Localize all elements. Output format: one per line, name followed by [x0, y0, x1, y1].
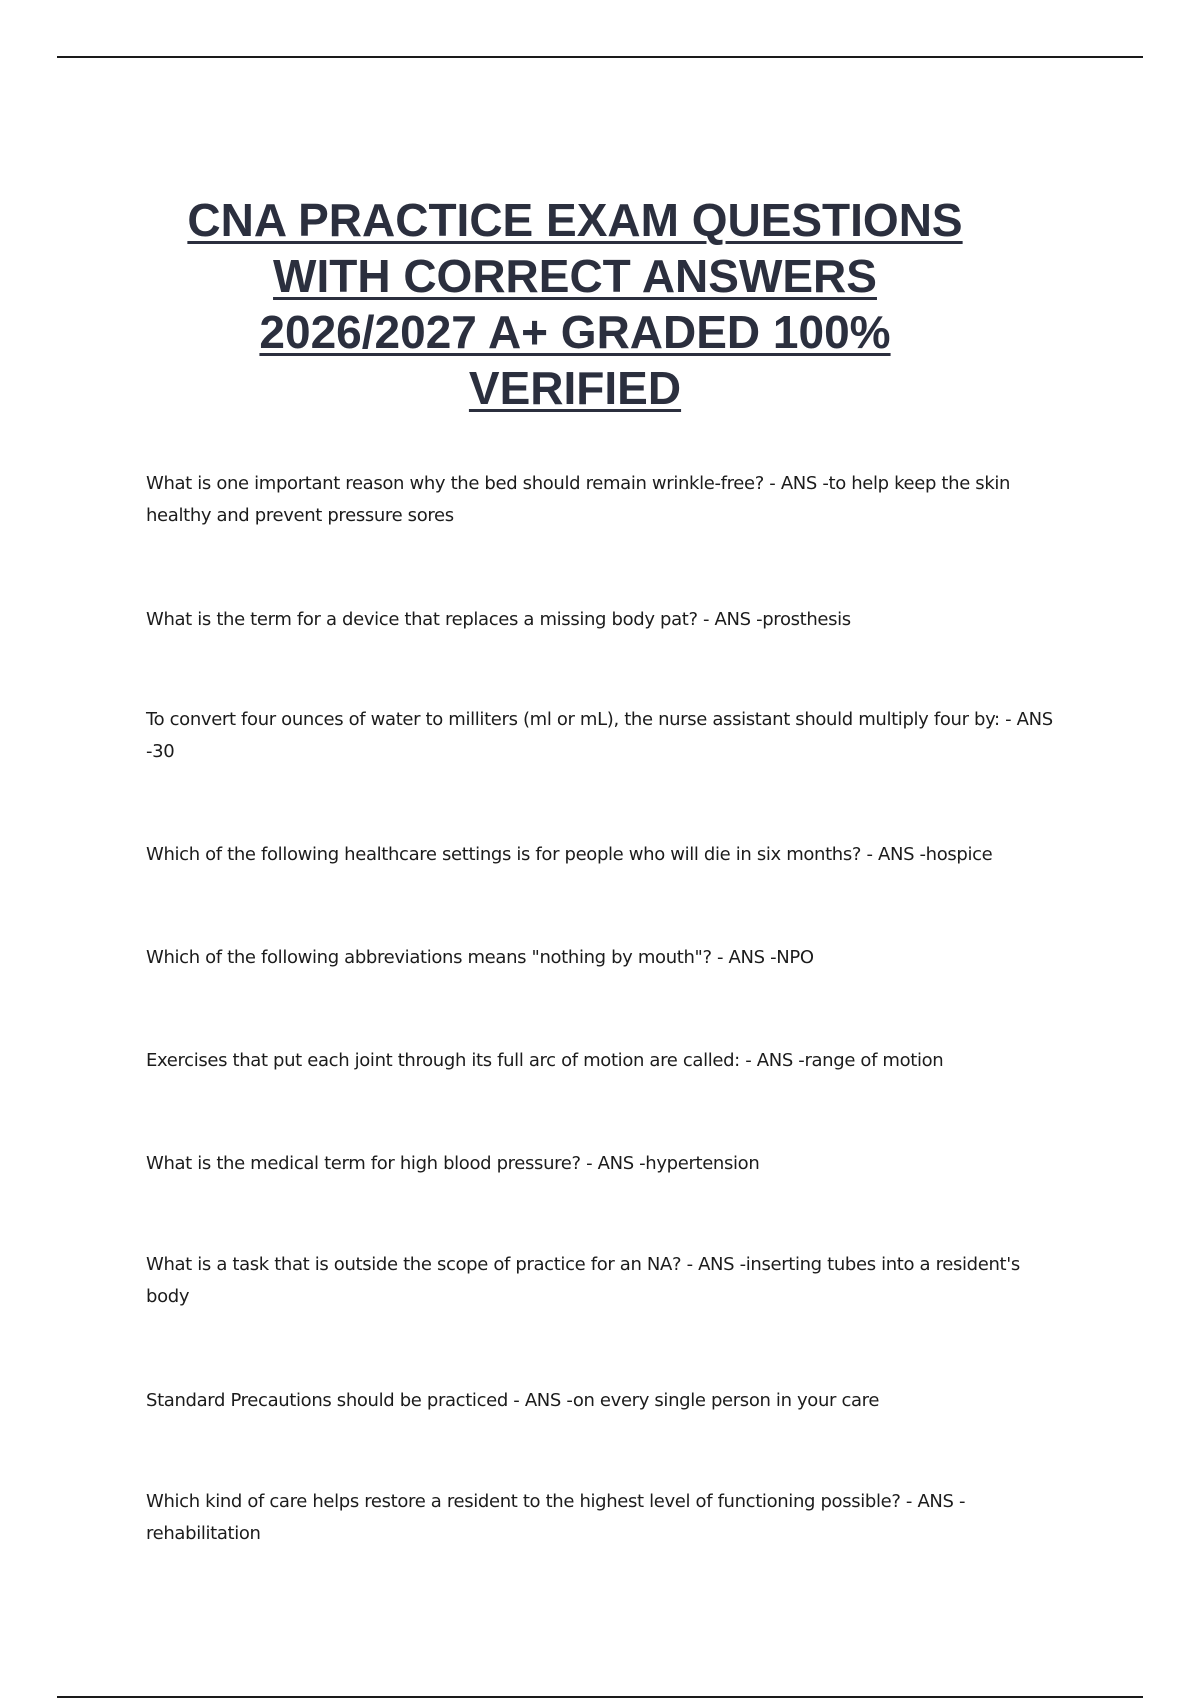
top-rule — [57, 56, 1143, 58]
question-answer-item: What is one important reason why the bed should remain wrinkle-free? - ANS -to help keep the skin healthy and prevent pressure sores — [146, 473, 1011, 526]
title-line: VERIFIED — [468, 362, 682, 414]
question-answer-item: What is the term for a device that replaces a missing body pat? - ANS -prosthesis — [146, 609, 851, 630]
title-line: WITH CORRECT ANSWERS — [273, 250, 877, 302]
bottom-rule — [57, 1696, 1143, 1698]
question-answer-item: Which kind of care helps restore a resident to the highest level of functioning possible? - ANS - rehabilitation — [146, 1491, 966, 1544]
question-answer-item: Which of the following abbreviations means "nothing by mouth"? - ANS -NPO — [146, 947, 814, 968]
title-line: CNA PRACTICE EXAM QUESTIONS — [187, 194, 963, 246]
question-answer-item: What is the medical term for high blood pressure? - ANS -hypertension — [146, 1153, 760, 1174]
question-answer-item: Which of the following healthcare settings is for people who will die in six months? - ANS -hospice — [146, 844, 993, 865]
question-answer-item: Standard Precautions should be practiced - ANS -on every single person in your care — [146, 1390, 880, 1411]
document-title — [150, 192, 1000, 416]
question-answer-item: To convert four ounces of water to milliters (ml or mL), the nurse assistant should multiply four by: - ANS -30 — [146, 709, 1053, 762]
title-line: 2026/2027 A+ GRADED 100% — [259, 306, 891, 358]
question-answer-item: What is a task that is outside the scope of practice for an NA? - ANS -inserting tubes into a resident's body — [146, 1254, 1020, 1307]
question-answer-item: Exercises that put each joint through its full arc of motion are called: - ANS -range of motion — [146, 1050, 944, 1071]
